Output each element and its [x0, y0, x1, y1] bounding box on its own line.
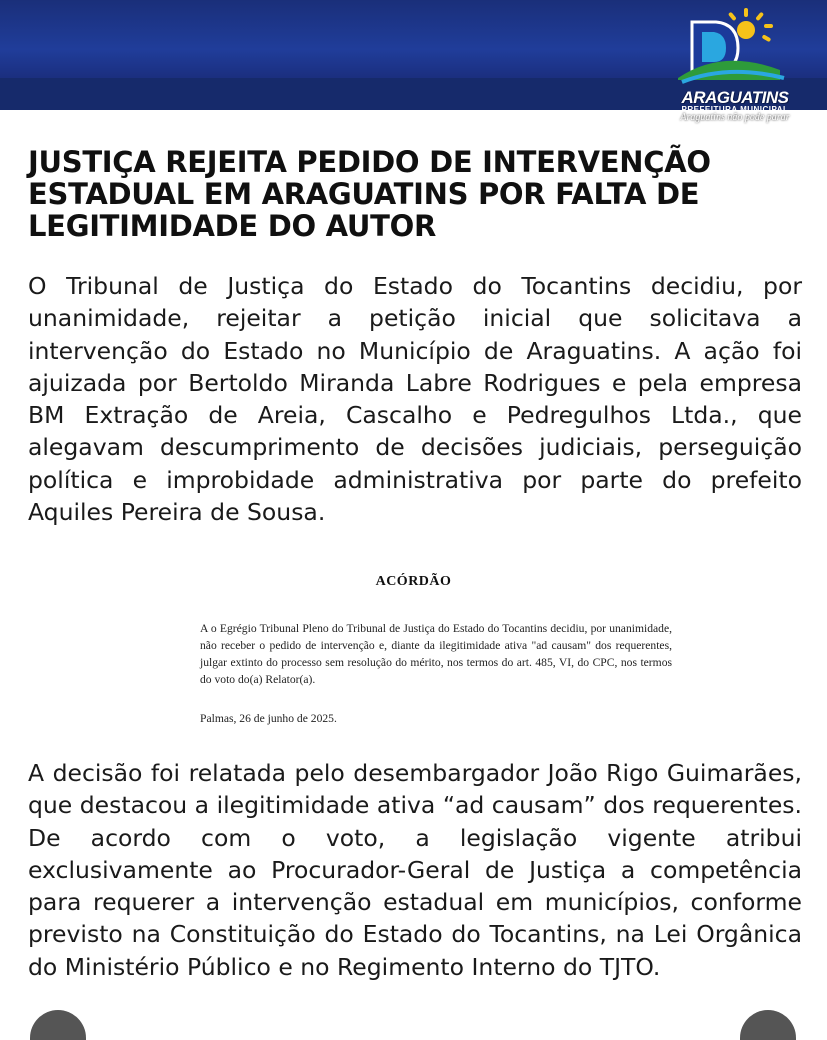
- logo-subtitle: PREFEITURA MUNICIPAL: [681, 105, 789, 114]
- page-indicator-left: [30, 1010, 86, 1040]
- article-headline: JUSTIÇA REJEITA PEDIDO DE INTERVENÇÃO ESTADUAL EM ARAGUATINS POR FALTA DE LEGITIMIDADE DO AUTOR: [28, 145, 711, 243]
- page-indicator-right: [740, 1010, 796, 1040]
- prefeitura-logo: [660, 8, 810, 123]
- logo-tagline: Araguatins não pode parar: [680, 112, 790, 123]
- acordao-date: Palmas, 26 de junho de 2025.: [200, 712, 337, 725]
- logo-name: ARAGUATINS: [681, 88, 789, 107]
- acordao-body: A o Egrégio Tribunal Pleno do Tribunal de Justiça do Estado do Tocantins decidiu, por unanimidade, não receber o pedido de intervenção e, diante da ilegitimidade ativa "ad causam" dos requerentes, julgar extinto do processo sem resolução do mérito, nos termos do art. 485, VI, do CPC, nos termos do voto do(a) Relator(a).: [200, 622, 672, 686]
- logo-emblem-icon: [672, 8, 798, 92]
- acordao-title: ACÓRDÃO: [375, 574, 452, 589]
- article-paragraph-2: A decisão foi relatada pelo desembargador João Rigo Guimarães, que destacou a ilegitimidade ativa “ad causam” dos requerentes. De acordo com o voto, a legislação vigente atribui exclusivamente ao Procurador-Geral de Justiça a competência para requerer a intervenção estadual em municípios, conforme previsto na Constituição do Estado do Tocantins, na Lei Orgânica do Ministério Público e no Regimento Interno do TJTO.: [28, 759, 802, 981]
- article-paragraph-1: O Tribunal de Justiça do Estado do Tocantins decidiu, por unanimidade, rejeitar a petição inicial que solicitava a intervenção do Estado no Município de Araguatins. A ação foi ajuizada por Bertoldo Miranda Labre Rodrigues e pela empresa BM Extração de Areia, Cascalho e Pedregulhos Ltda., que alegavam descumprimento de decisões judiciais, perseguição política e improbidade administrativa por parte do prefeito Aquiles Pereira de Sousa.: [28, 272, 802, 527]
